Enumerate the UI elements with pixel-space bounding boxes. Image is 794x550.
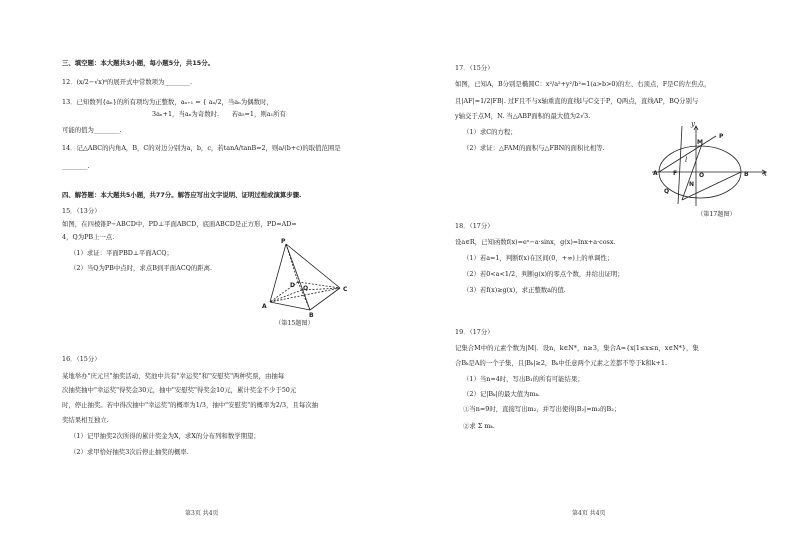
section-4-heading: 四、解答题：本大题共5小题，共77分。解答应写出文字说明、证明过程或演算步骤.	[62, 191, 302, 199]
question-14-line2: ________.	[62, 162, 90, 170]
question-19-part2-sub2: ②求 Σ mₖ.	[463, 422, 495, 430]
ellipse-label-f: F	[673, 170, 678, 177]
ellipse-label-x: x	[763, 170, 767, 178]
question-17-header: 17．（15分）	[455, 64, 494, 72]
question-19-header: 19．（17分）	[455, 328, 494, 336]
question-19-line2: 合Bₖ是A的一个子集，且|Bₖ|≥2，Bₖ中任意两个元素之差都不等于k和k+1.	[455, 359, 667, 367]
question-16-line2: 次抽奖抽中"幸运奖"得奖金30元，抽中"安慰奖"得奖金10元，累计奖金不少于50元	[62, 386, 297, 394]
ellipse-label-m: M	[697, 139, 703, 146]
question-16-line4: 奖结果相互独立.	[62, 416, 109, 424]
question-14-line1: 14．记△ABC的内角A，B，C的对边分别为a，b，c，若tanA/tanB=2，则a/(b+c)的取值范围是	[62, 144, 341, 152]
pyramid-label-c: C	[343, 286, 348, 293]
ellipse-label-n: N	[689, 181, 695, 188]
question-17-part1: （1）求C的方程；	[463, 128, 517, 136]
ellipse-figure	[652, 122, 772, 206]
question-18-part1: （1）若a=1，判断f(x)在区间(0，+∞)上的单调性；	[463, 254, 614, 262]
question-18-header: 18．（17分）	[455, 222, 494, 230]
question-13-line1: 13．已知数列{aₙ}的所有项均为正整数，aₙ₊₁ = { aₙ/2，当aₙ为偶数时，	[62, 98, 273, 106]
pyramid-label-b: B	[309, 312, 314, 319]
ellipse-label-a: A	[653, 170, 658, 177]
ellipse-label-p: P	[719, 133, 724, 140]
pyramid-label-q: Q	[303, 285, 309, 292]
question-13-line2: 3aₙ+1，当aₙ为奇数时. 若a₅=1，则a₁所有	[152, 110, 286, 118]
question-16-line1: 某地举办"庆元旦"抽奖活动，奖池中共有"幸运奖"和"安慰奖"两种奖票，由抽每	[62, 372, 285, 380]
question-17-line2: 且|AF|=1/2|FB|. 过F且不与x轴重直的直线l与C交于P，Q两点，直线AP，BQ分别与	[455, 97, 699, 105]
pyramid-label-a: A	[262, 303, 267, 310]
ellipse-label-y: y	[691, 120, 695, 128]
question-18-part3: （3）若f(x)≥g(x)，求正整数a的值.	[463, 286, 566, 294]
question-16-part1: （1）记甲抽奖2次所得的累计奖金为X，求X的分布列和数学期望；	[70, 432, 260, 440]
question-16-part2: （2）求甲恰好抽奖3次后停止抽奖的概率.	[70, 448, 189, 456]
ellipse-label-q: Q	[664, 188, 670, 195]
question-15-part2: （2）当Q为PB中点时，求点B到平面ACQ的距离.	[70, 264, 213, 272]
question-17-line1: 如图，已知A，B分别是椭圆C：x²/a²+y²/b²=1(a>b>0)的左、右顶点，F是C的左焦点，	[455, 80, 711, 88]
question-15-part1: （1）求证：平面PBD⊥平面ACQ；	[70, 249, 173, 257]
figure-17-caption: （第17题图）	[697, 211, 736, 218]
question-19-part1: （1）当n=4时，写出B₁的所有可能结果；	[463, 375, 584, 383]
pyramid-label-p: P	[281, 238, 286, 245]
question-12: 12．(x/2−√x)⁶的展开式中常数项为________.	[62, 78, 193, 86]
question-17-line3: y轴交于点M，N. 当△ABP面积的最大值为2√3.	[455, 112, 591, 120]
pyramid-label-d: D	[290, 282, 295, 289]
question-18-line1: 设a∈R，已知函数f(x)=eˣ−a·sinx，g(x)=lnx+a·cosx.	[455, 238, 616, 246]
question-16-header: 16．（15分）	[62, 355, 101, 363]
question-15-header: 15．（13分）	[62, 207, 101, 215]
question-19-part2: （2）记|Bₖ|的最大值为mₖ.	[463, 390, 540, 398]
ellipse-label-b: B	[744, 171, 749, 178]
question-17-part2: （2）求证：△FAM的面积与△FBN的面积比相等.	[463, 144, 605, 152]
question-13-line3: 可能的值为________.	[62, 126, 122, 134]
question-15-line1: 如图，在四棱锥P−ABCD中，PD⊥平面ABCD，底面ABCD是正方形，PD=AD=	[62, 220, 297, 228]
question-19-line1: 记集合M中的元素个数为|M|．设n，k∈N*，n≥3，集合A={x|1≤x≤n，x∈N*}，集	[455, 344, 699, 352]
question-15-line2: 4，Q为PB上一点.	[62, 233, 115, 241]
pyramid-figure	[258, 238, 358, 318]
ellipse-label-o: O	[699, 172, 705, 179]
question-16-line3: 时，停止抽奖。若中得次抽中"幸运奖"的概率为1/3，抽中"安慰奖"的概率为2/3，且每次抽	[62, 401, 318, 409]
right-page	[397, 0, 794, 550]
section-3-heading: 三、填空题：本大题共3小题，每小题5分，共15分。	[62, 59, 214, 67]
left-page-footer: 第3页 共4页	[185, 510, 219, 517]
right-page-footer: 第4页 共4页	[572, 510, 606, 517]
ellipse-label-l: l	[685, 156, 688, 164]
figure-15-caption: （第15题图）	[275, 320, 314, 327]
question-18-part2: （2）若0<a<1/2，判断g(x)的零点个数，并给出证明；	[463, 270, 624, 278]
question-19-part2-sub1: ①当n=9时，直接写出m₂，并写出使得|B₂|=m₂的B₂；	[463, 405, 621, 413]
